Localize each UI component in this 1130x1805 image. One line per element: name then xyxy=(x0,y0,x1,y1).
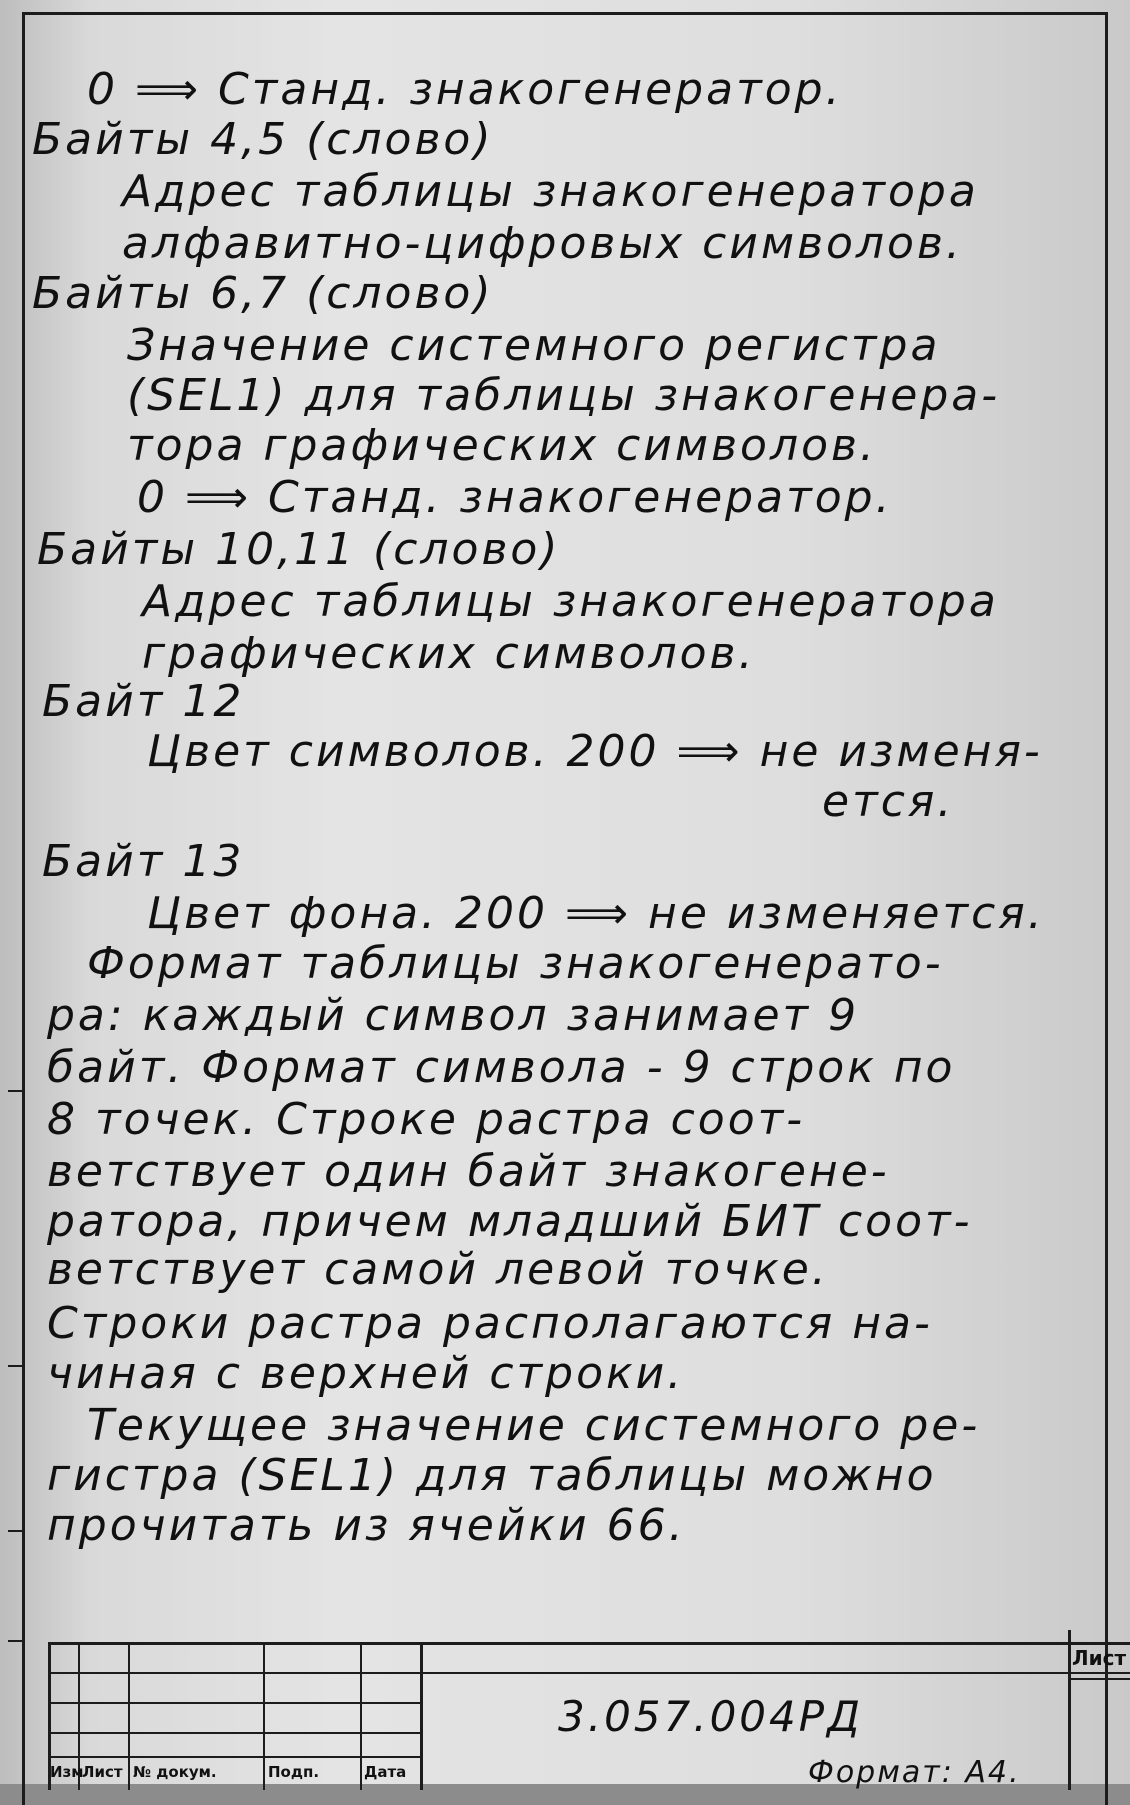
title-block-rule xyxy=(48,1672,1130,1674)
col-date: Дата xyxy=(364,1763,407,1781)
section-heading: Байты 4,5 (слово) xyxy=(32,114,494,165)
text-line: 0 ⟹ Станд. знакогенератор. xyxy=(87,64,843,115)
col-signature: Подп. xyxy=(268,1763,320,1781)
text-line: Цвет фона. 200 ⟹ не изменяется. xyxy=(147,888,1045,939)
text-line: ра: каждый символ занимает 9 xyxy=(47,990,860,1041)
title-block-rule xyxy=(48,1702,420,1704)
text-line: Адрес таблицы знакогенератора xyxy=(122,166,979,217)
text-line: ратора, причем младший БИТ соот- xyxy=(47,1196,973,1247)
text-line: 0 ⟹ Станд. знакогенератор. xyxy=(137,472,893,523)
title-block-rule xyxy=(263,1642,265,1790)
text-line: ветствует самой левой точке. xyxy=(47,1244,829,1295)
title-block xyxy=(48,1630,1130,1790)
section-heading: Байт 13 xyxy=(42,836,245,887)
text-line: ветствует один байт знакогене- xyxy=(47,1146,890,1197)
text-line: Адрес таблицы знакогенератора xyxy=(142,576,999,627)
text-line: (SEL1) для таблицы знакогенера- xyxy=(127,370,1001,421)
title-block-rule xyxy=(128,1642,130,1790)
title-block-rule xyxy=(1068,1678,1130,1680)
section-heading: Байт 12 xyxy=(42,676,245,727)
text-line: Формат таблицы знакогенерато- xyxy=(87,938,944,989)
text-line: 8 точек. Строке растра соот- xyxy=(47,1094,806,1145)
section-heading: Байты 6,7 (слово) xyxy=(32,268,494,319)
title-block-rule xyxy=(48,1732,420,1734)
text-line: байт. Формат символа - 9 строк по xyxy=(47,1042,956,1093)
section-heading: Байты 10,11 (слово) xyxy=(37,524,561,575)
margin-tick xyxy=(8,1365,24,1367)
col-doc-number: № докум. xyxy=(133,1763,217,1781)
format-label: Формат: А4. xyxy=(808,1755,1021,1790)
title-block-rule xyxy=(48,1756,420,1758)
text-line: ется. xyxy=(822,776,955,827)
document-code: 3.057.004РД xyxy=(558,1692,863,1741)
text-line: графических символов. xyxy=(142,628,756,679)
col-list: Лист xyxy=(82,1763,123,1781)
title-block-rule xyxy=(1068,1630,1071,1790)
text-line: чиная с верхней строки. xyxy=(47,1348,685,1399)
text-line: алфавитно-цифровых символов. xyxy=(122,218,963,269)
margin-tick xyxy=(8,1090,24,1092)
text-line: Текущее значение системного ре- xyxy=(87,1400,981,1451)
margin-tick xyxy=(8,1530,24,1532)
title-block-rule xyxy=(360,1642,362,1790)
title-block-rule xyxy=(420,1642,423,1790)
text-line: прочитать из ячейки 66. xyxy=(47,1500,686,1551)
text-line: тора графических символов. xyxy=(127,420,877,471)
text-line: Цвет символов. 200 ⟹ не изменя- xyxy=(147,726,1043,777)
col-izm: Изм xyxy=(50,1763,84,1781)
margin-tick xyxy=(8,1640,24,1642)
text-line: Строки растра располагаются на- xyxy=(47,1298,933,1349)
text-line: гистра (SEL1) для таблицы можно xyxy=(47,1450,937,1501)
sheet-label: Лист xyxy=(1072,1646,1127,1670)
text-line: Значение системного регистра xyxy=(127,320,941,371)
title-block-rule xyxy=(48,1642,1130,1645)
